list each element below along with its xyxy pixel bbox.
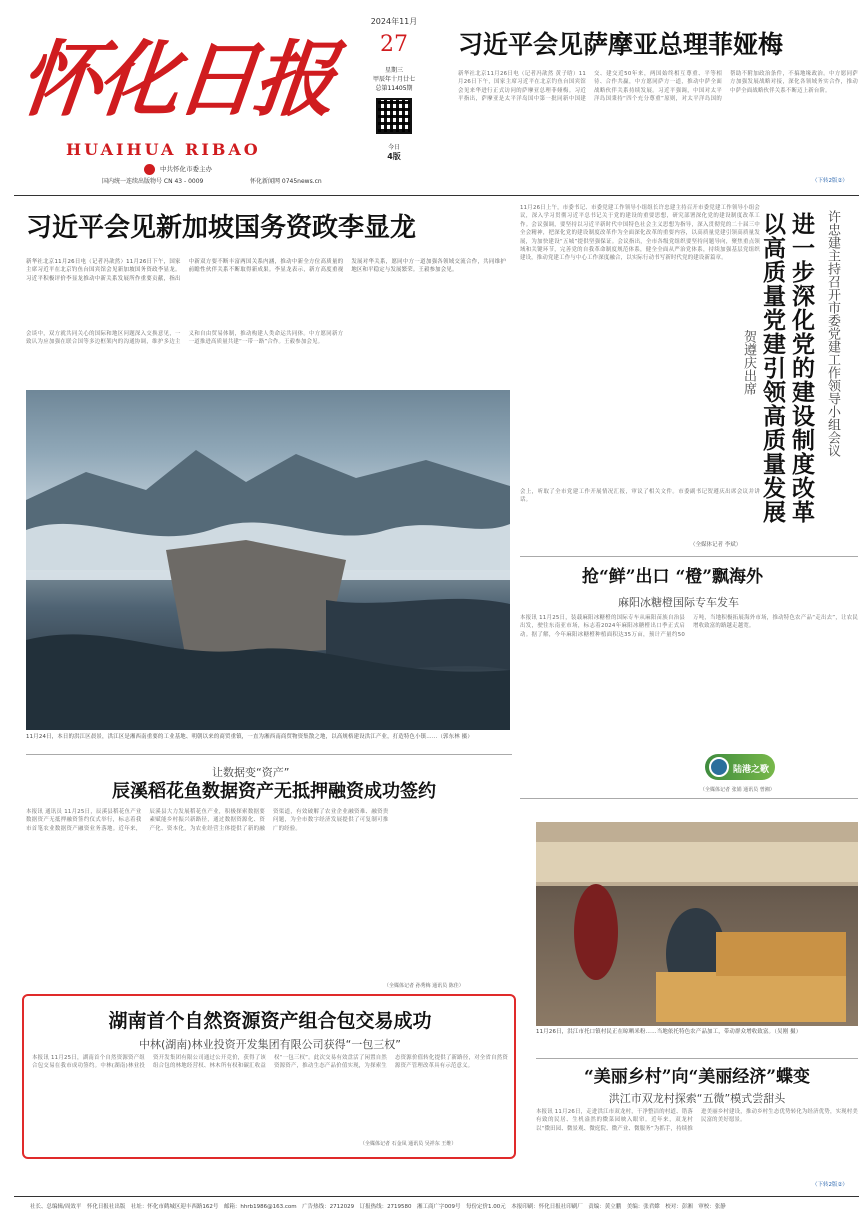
rice-credit: （全媒体记者 孙秀梅 通讯员 陈佳）	[384, 983, 464, 989]
divider-left-mid	[26, 754, 512, 755]
issue-number: 总第11405期	[375, 85, 413, 92]
hanging-noodles	[536, 842, 858, 882]
landscape-photo	[26, 390, 510, 730]
citrus-subhead: 麻阳冰糖橙国际专车发车	[618, 596, 739, 609]
village-svg	[536, 822, 858, 1026]
cn-code: 国内统一连续出版物号 CN 43 - 0009	[102, 178, 204, 185]
citrus-headline[interactable]: 抢“鲜”出口 “橙”飘海外	[582, 567, 764, 587]
village-photo	[536, 822, 858, 1026]
lead-body: 新华社北京11月26日电（记者冯歆然 黄子晗）11月26日下午，国家主席习近平在北京钓鱼台国宾馆会见来华进行正式访问的萨摩亚总理菲娅梅。习近平指出，萨摩亚是太平洋岛国中第一批同新中国建交、建交近50年来，两国始终相互尊重、平等相待、合作共赢，中方愿同萨方一道，推动中萨全面战略伙伴关系持续发展。习近平强调，中国对太平洋岛国秉持“四个充分尊重”原则，对太平洋岛国的帮助不附加政治条件，不搞地缘政治。中方愿同萨方加强发展战略对接，深化各领域务实合作，推动中萨全面战略伙伴关系不断迈上新台阶。	[458, 71, 858, 103]
second-body: 新华社北京11月26日电（记者冯歆然）11月26日下午，国家主席习近平在北京钓鱼台国宾馆会见新加坡国务资政李显龙。习近平积极评价李显龙推动中新关系发展所作重要贡献，指出中新双方要不断丰富两国关系内涵，推动中新全方位高质量的前瞻性伙伴关系不断取得新成果。李显龙表示，新方高度重视发展对华关系，愿同中方一道加强各领域交流合作，共同维护地区和平稳定与发展繁荣。王毅参加会见。	[26, 259, 506, 282]
citrus-body: 本报讯 11月25日，装载麻阳冰糖橙的国际专车从麻阳苗族自治县出发，驶往东南亚市场，标志着2024年麻阳冰糖橙出口季正式启动。据了解，今年麻阳冰糖橙种植面积达35万亩，预计产量约50万吨，当地积极拓展海外市场，推动特色农产品“走出去”，让农民增收致富的路越走越宽。	[520, 615, 858, 638]
rice-kicker: 让数据变“资产”	[212, 766, 290, 779]
publisher-line: 中共怀化市委主办	[160, 165, 212, 173]
footer-divider	[14, 1196, 859, 1197]
publisher-emblem-icon	[144, 164, 155, 175]
citrus-badge[interactable]	[705, 754, 775, 780]
globe-icon	[709, 757, 729, 777]
commentary-vertical-title[interactable]: 进一步深化党的建设制度改革以高质量党建引领高质量发展	[759, 212, 815, 524]
village-headline[interactable]: “美丽乡村”向“美丽经济”蝶变	[583, 1067, 811, 1087]
forest-headline[interactable]: 湖南首个自然资源资产组合包交易成功	[108, 1010, 432, 1032]
footer-imprint: 社长、总编辑/周效平 怀化日报社出版 社址：怀化市鹤城区迎丰西路162号 邮箱：hhrb1986@163.com 广告热线：2712029 订报热线：2719580 湘工商广字009号 每份定价1.00元 本报印刷：怀化日报社印刷厂 责编：黄立鹏 美编：张君嫦 校对：彭湘 审校：张静	[30, 1204, 726, 1210]
forest-body: 本报讯 11月25日，湖南首个自然资源资产组合包交易在我市成功签约。中林(湖南)林业投资开发集团有限公司通过公开竞价，获得了该组合包的林地经营权、林木所有权和碳汇收益权“一包三权”。此次交易有效盘活了闲置自然资源资产，推动生态产品价值实现，为探索生态资源价值转化提供了新路径，对全省自然资源资产管理改革具有示范意义。	[32, 1055, 508, 1070]
rice-headline[interactable]: 辰溪稻花鱼数据资产无抵押融资成功签约	[112, 781, 436, 802]
noodle-stacks	[656, 972, 846, 1022]
today-label: 今日	[387, 144, 400, 151]
landscape-svg	[26, 390, 510, 730]
village-body: 本报讯 11月26日，走进洪江市双龙村，干净整洁的村道、错落有致的民居、生机盎然的微菜园映入眼帘。近年来，双龙村以“微田园、微景观、微庭院、微产业、微服务”为抓手，持续推进美丽乡村建设，推动乡村生态优势转化为经济优势，实现村美民富的美好愿景。	[536, 1109, 858, 1132]
divider-commentary	[520, 556, 858, 557]
lead-headline[interactable]: 习近平会见萨摩亚总理菲娅梅	[458, 30, 784, 59]
village-credit[interactable]: （下转2版②）	[812, 1182, 848, 1188]
commentary-body: 11月26日上午，市委书记、市委党建工作领导小组组长许忠建主持召开市委党建工作领导小组会议，深入学习贯彻习近平总书记关于党的建设的重要思想，研究部署深化党的建设制度改革工作。会议强调，要坚持以习近平新时代中国特色社会主义思想为指导，深入贯彻党的二十届三中全会精神，把深化党的建设制度改革作为全面深化改革的重要内容，以高质量党建引领高质量发展，为加快建设“五城”提供坚强保证。会议指出，全市各级党组织要坚持问题导向，聚焦重点领域和关键环节，完善党的自我革命制度规范体系，健全全面从严治党体系，持续加强基层党组织建设，推动党建工作与中心工作深度融合，以实际行动书写新时代党的建设新篇章。	[520, 205, 760, 262]
photo-caption: 11月24日，本日的洪江区晨景，洪江区是湘西南重要的工业基地、明朝以来的商贸重镇，一直为湘西南商贸物资集散之地，以高规格建设洪江产业，打造特色小镇……（郭东林 摄）	[26, 734, 473, 740]
worker-left	[574, 884, 618, 980]
divider-village	[536, 1058, 858, 1059]
date-box	[359, 10, 429, 190]
village-subhead: 洪江市双龙村探索“五微”模式尝甜头	[608, 1092, 786, 1105]
second-headline[interactable]: 习近平会见新加坡国务资政李显龙	[26, 213, 417, 243]
newspaper-pinyin: HUAIHUA RIBAO	[66, 140, 261, 159]
rice-body: 本报讯 通讯员 11月25日，辰溪县稻花鱼产业数据资产无抵押融资签约仪式举行，标志着我市首笔农业数据资产融资业务落地。近年来，辰溪县大力发展稻花鱼产业，积极探索数据要素赋能乡村振兴新路径，通过数据资源化、资产化、资本化，为农业经营主体提供了新的融资渠道，有效破解了农业企业融资难、融资贵问题，为全市数字经济发展提供了可复制可推广的经验。	[26, 809, 389, 832]
qr-code[interactable]	[376, 98, 412, 134]
date-day: 27	[380, 32, 408, 57]
newspaper-logo: 怀化日报	[14, 32, 338, 128]
divider-right-mid	[520, 798, 858, 799]
noodle-stacks-back	[716, 932, 846, 976]
forest-credit: （全媒体记者 石金凤 通讯员 吴祥东 王维）	[360, 1141, 457, 1147]
second-body-continued: 会谈中，双方就共同关心的国际和地区问题深入交换意见，一致认为应加强在联合国等多边框架内的沟通协调，维护多边主义和自由贸易体制，推动构建人类命运共同体。中方愿同新方一道推进高质量共建“一带一路”合作。王毅参加会见。	[26, 331, 344, 346]
weekday: 星期三	[384, 67, 403, 74]
forest-subhead: 中林(湖南)林业投资开发集团有限公司获得“一包三权”	[139, 1038, 401, 1051]
citrus-badge-label: 陆港之歌	[733, 765, 770, 775]
commentary-side-caption: 许忠建主持召开市委党建工作领导小组会议	[825, 210, 840, 457]
divider-top	[14, 195, 859, 196]
date-year-month: 2024年11月	[370, 17, 418, 26]
commentary-credit: （全媒体记者 李斌）	[690, 542, 742, 548]
commentary-body-continued: 会上，听取了全市党建工作开展情况汇报，审议了相关文件。市委副书记贺遵庆出席会议并讲话。	[520, 489, 760, 504]
village-photo-caption: 11月26日，洪江市托口镇村民正在晾晒米粉……当地依托特色农产品加工，带动群众增收致富。（吴刚 摄）	[536, 1029, 802, 1035]
commentary-author: 贺遵庆出席	[741, 330, 756, 395]
city-slope	[166, 540, 346, 660]
lunar-date: 甲辰年十月廿七	[372, 76, 415, 83]
lead-jump[interactable]: （下转2版②）	[812, 178, 848, 184]
website-line: 怀化新闻网 0745news.cn	[250, 178, 322, 185]
page-count: 4版	[387, 152, 401, 161]
citrus-credit: （全媒体记者 张娟 通讯员 曾湘）	[700, 787, 775, 793]
